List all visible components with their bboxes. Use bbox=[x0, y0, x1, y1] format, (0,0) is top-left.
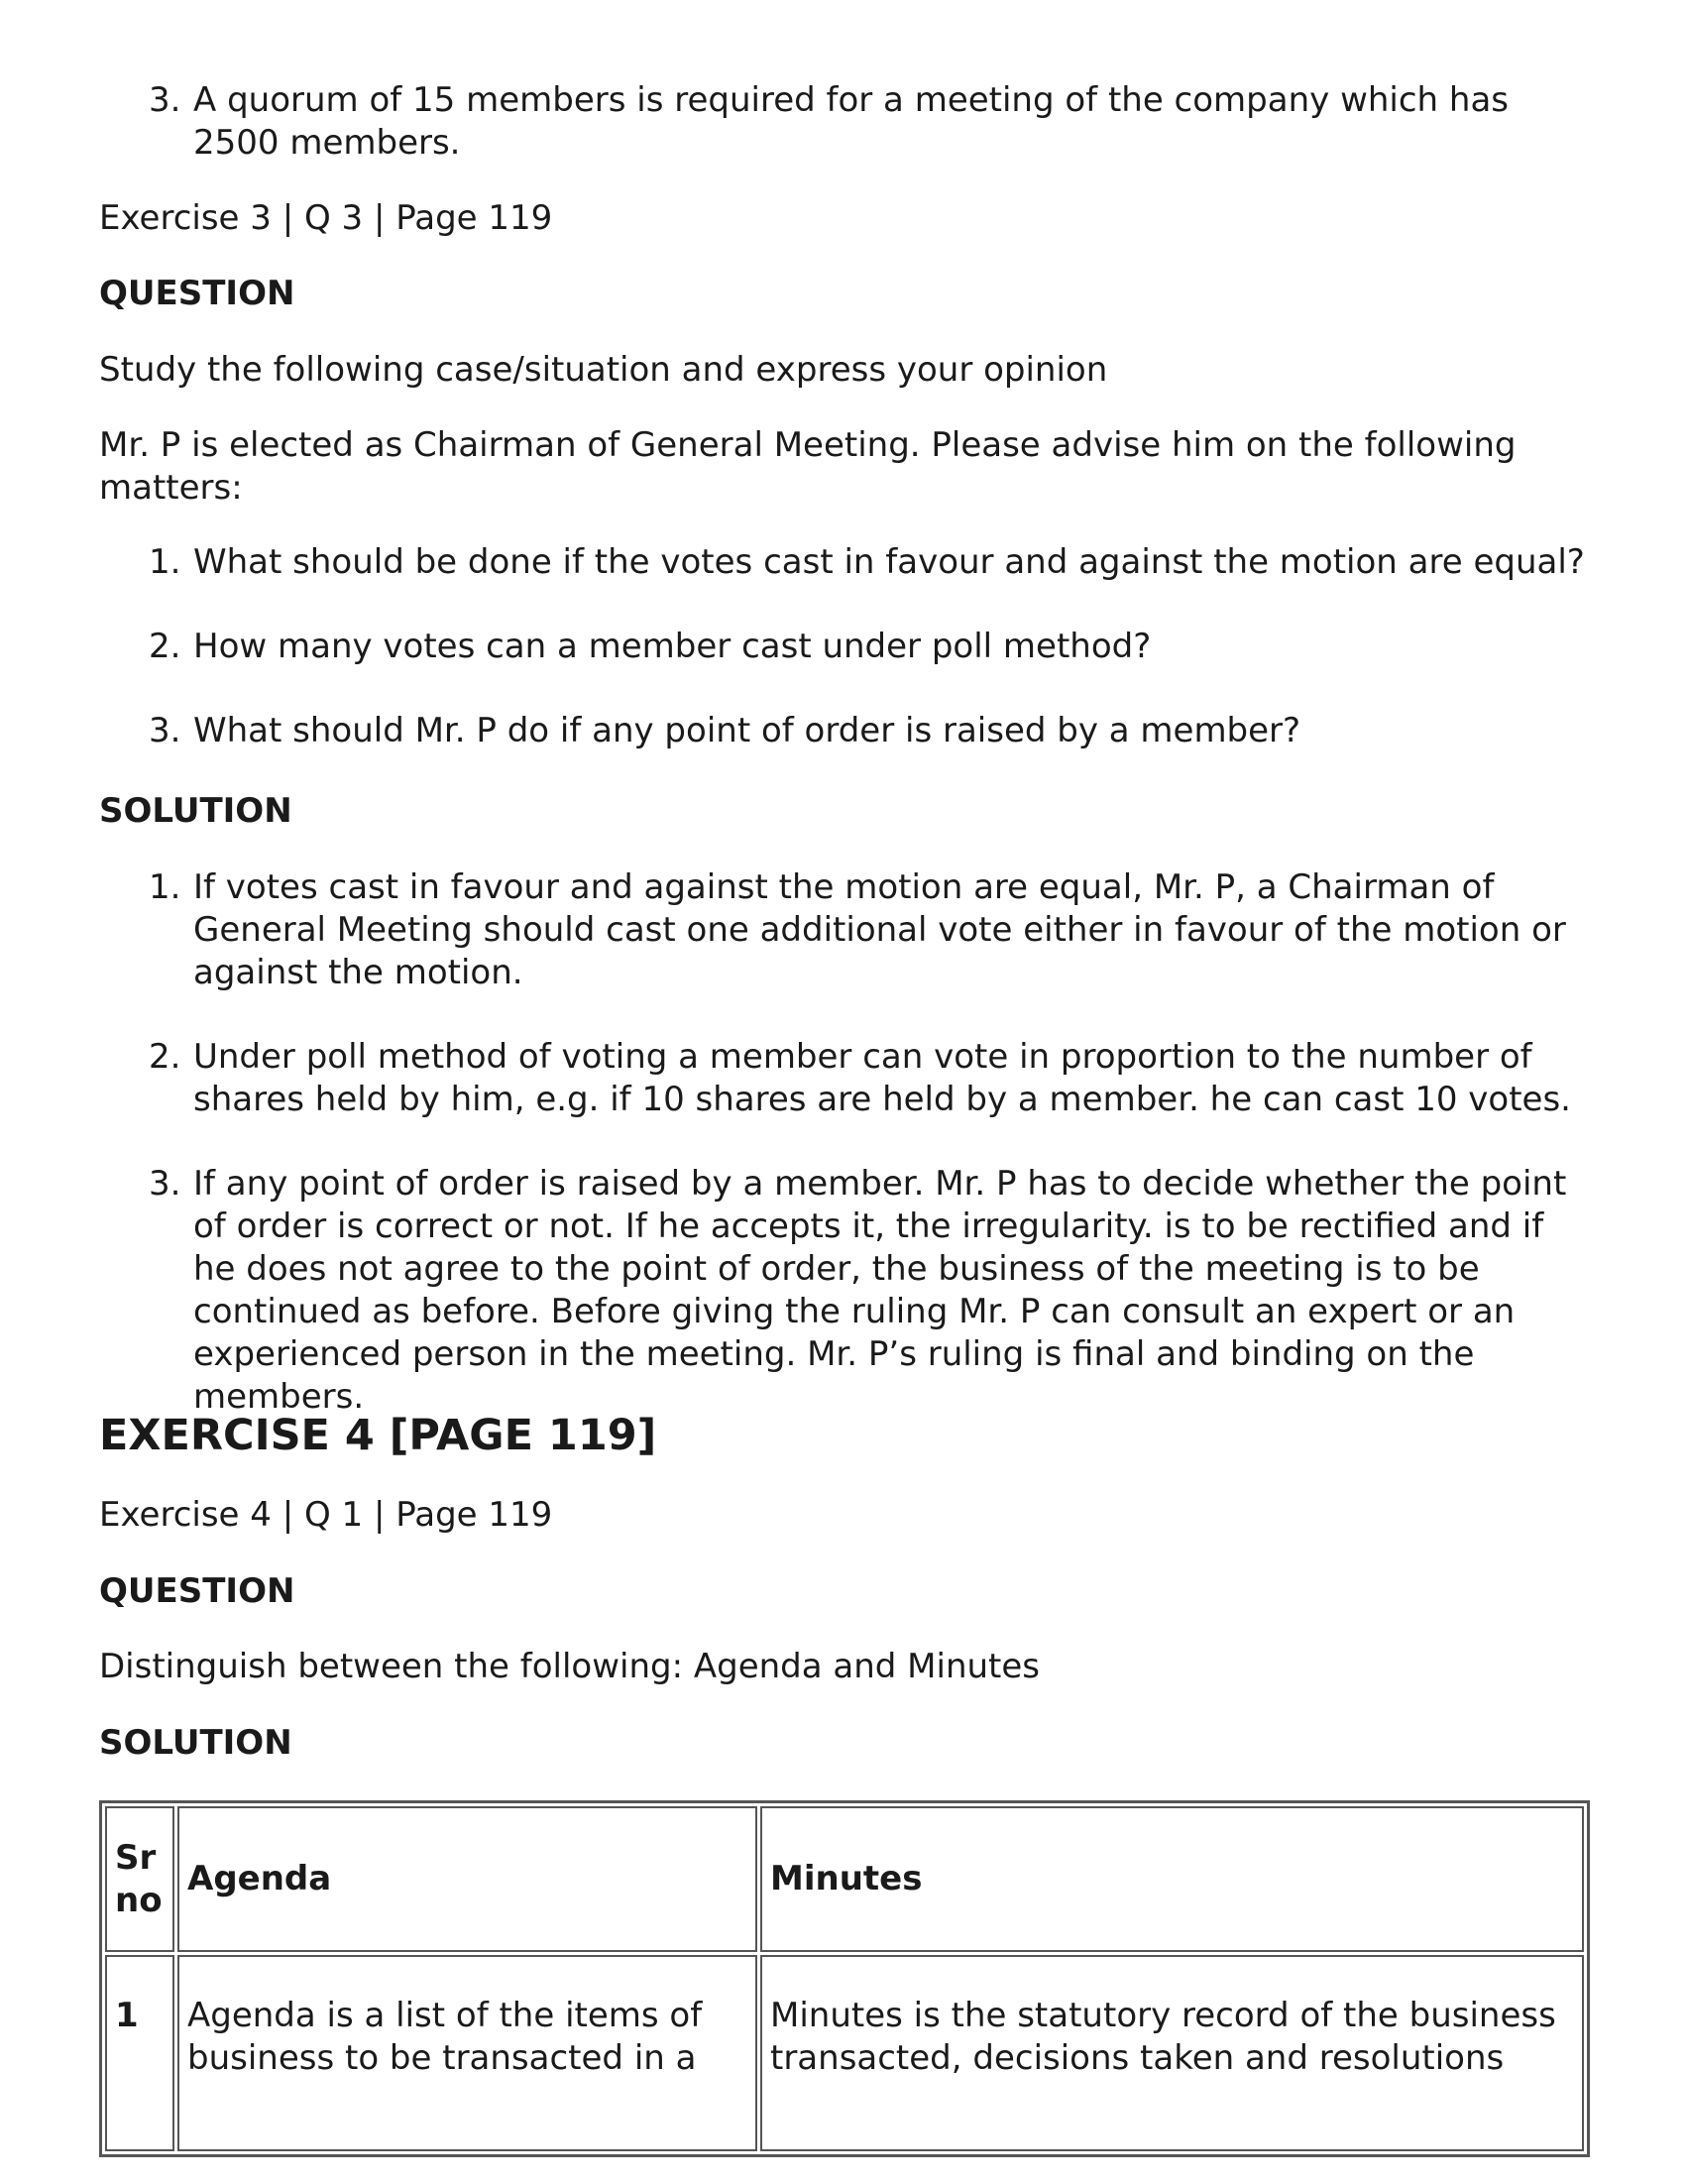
table-cell: Minutes is the statutory record of the business transacted, decisions taken and resolutions bbox=[760, 1955, 1584, 2151]
list-item bbox=[99, 79, 1596, 165]
list-number: 1. bbox=[149, 542, 181, 582]
list-text: A quorum of 15 members is required for a meeting of the company which has 2500 members. bbox=[193, 80, 1510, 163]
question-list bbox=[99, 541, 1596, 752]
list-item bbox=[99, 1036, 1596, 1121]
table-row bbox=[105, 1955, 1584, 2151]
list-number: 2. bbox=[149, 1037, 181, 1077]
question-heading: QUESTION bbox=[99, 1571, 295, 1611]
list-text: How many votes can a member cast under poll method? bbox=[193, 627, 1152, 666]
solution-list bbox=[99, 866, 1596, 1419]
list-number: 3. bbox=[149, 711, 181, 750]
list-text: If votes cast in favour and against the motion are equal, Mr. P, a Chairman of General Meeting should cast one additional vote either in favour of the motion or against the motion. bbox=[193, 867, 1566, 992]
solution-heading: SOLUTION bbox=[99, 791, 292, 831]
table-header-cell: Minutes bbox=[760, 1806, 1584, 1952]
continued-list bbox=[99, 79, 1596, 165]
table-header-row bbox=[105, 1806, 1584, 1952]
list-number: 2. bbox=[149, 627, 181, 666]
exercise-reference: Exercise 3 | Q 3 | Page 119 bbox=[99, 198, 553, 238]
exercise-reference: Exercise 4 | Q 1 | Page 119 bbox=[99, 1495, 553, 1535]
list-text: What should be done if the votes cast in favour and against the motion are equal? bbox=[193, 542, 1585, 582]
list-text: What should Mr. P do if any point of order is raised by a member? bbox=[193, 711, 1301, 750]
list-item bbox=[99, 1163, 1596, 1419]
list-number: 3. bbox=[149, 1164, 181, 1204]
table-cell: Agenda is a list of the items of business to be transacted in a bbox=[177, 1955, 757, 2151]
table-cell: 1 bbox=[105, 1955, 174, 2151]
question-heading: QUESTION bbox=[99, 274, 295, 313]
list-number: 1. bbox=[149, 867, 181, 907]
list-item bbox=[99, 710, 1596, 752]
list-item bbox=[99, 626, 1596, 668]
table-header-cell: Sr no bbox=[105, 1806, 174, 1952]
question-intro: Study the following case/situation and express your opinion bbox=[99, 350, 1108, 390]
list-number: 3. bbox=[149, 80, 181, 120]
list-text: Under poll method of voting a member can vote in proportion to the number of shares held by him, e.g. if 10 shares are held by a member. he can cast 10 votes. bbox=[193, 1037, 1571, 1119]
comparison-table bbox=[99, 1800, 1590, 2157]
list-text: If any point of order is raised by a member. Mr. P has to decide whether the point of order is correct or not. If he accepts it, the irregularity. is to be rectified and if he does not agree to the point of order, the business of the meeting is to be continued as before. Before giving the ruling Mr. P can consult an expert or an experienced person in the meeting. Mr. P’s ruling is final and binding on the members. bbox=[193, 1164, 1567, 1417]
table-header-cell: Agenda bbox=[177, 1806, 757, 1952]
question-text: Mr. P is elected as Chairman of General Meeting. Please advise him on the following matters: bbox=[99, 425, 1517, 508]
question-text: Distinguish between the following: Agenda and Minutes bbox=[99, 1647, 1041, 1686]
exercise-heading: EXERCISE 4 [PAGE 119] bbox=[99, 1411, 657, 1460]
solution-heading: SOLUTION bbox=[99, 1723, 292, 1763]
list-item bbox=[99, 866, 1596, 994]
list-item bbox=[99, 541, 1596, 584]
